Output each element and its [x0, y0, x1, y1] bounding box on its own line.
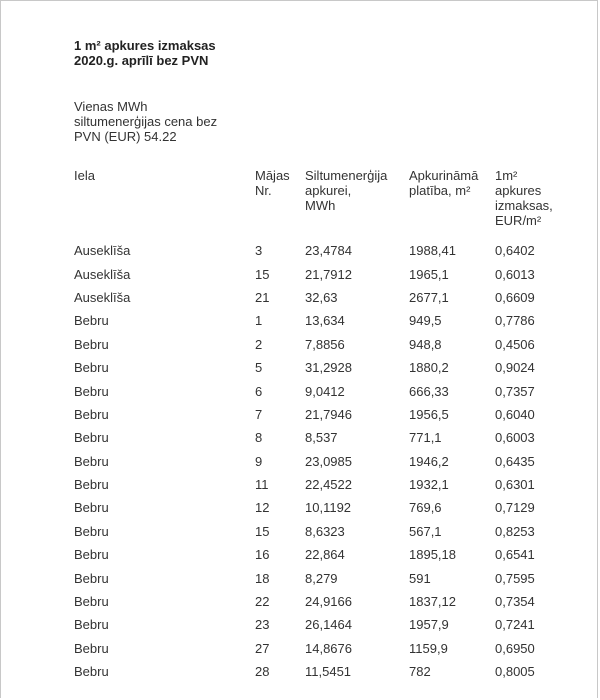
- cell-cost: 0,7786: [495, 313, 535, 329]
- cell-cost: 0,6950: [495, 640, 535, 656]
- cell-house-number: 21: [255, 289, 270, 305]
- cell-area: 771,1: [409, 430, 442, 446]
- table-row: [74, 379, 565, 402]
- cell-house-number: 15: [255, 266, 270, 282]
- cell-energy: 14,8676: [305, 640, 352, 656]
- cell-energy: 21,7946: [305, 406, 352, 422]
- header-house-line-1: Mājas: [255, 168, 290, 183]
- cell-house-number: 11: [255, 477, 269, 493]
- cell-cost: 0,6435: [495, 453, 535, 469]
- cell-cost: 0,6003: [495, 430, 535, 446]
- cell-area: 1159,9: [409, 640, 448, 656]
- title-line-2: 2020.g. aprīlī bez PVN: [74, 53, 209, 68]
- table-row: [74, 473, 565, 496]
- cell-cost: 0,7354: [495, 594, 535, 610]
- table-row: [74, 309, 565, 332]
- header-energy-line-1: Siltumenerģija: [305, 168, 388, 183]
- cell-cost: 0,7129: [495, 500, 535, 516]
- cell-area: 1837,12: [409, 594, 456, 610]
- cell-area: 1932,1: [409, 477, 449, 493]
- cell-house-number: 16: [255, 547, 270, 563]
- cell-energy: 8,279: [305, 570, 338, 586]
- table-header-row: [74, 168, 565, 239]
- price-line-3: PVN (EUR) 54.22: [74, 129, 177, 144]
- cell-street: Bebru: [74, 360, 109, 376]
- cell-street: Bebru: [74, 336, 109, 352]
- cell-cost: 0,4506: [495, 336, 535, 352]
- cell-area: 769,6: [409, 500, 442, 516]
- cell-energy: 24,9166: [305, 594, 352, 610]
- cell-area: 1957,9: [409, 617, 449, 633]
- cell-area: 948,8: [409, 336, 442, 352]
- header-area-line-1: Apkurināmā: [409, 168, 479, 183]
- header-street: [74, 168, 255, 239]
- cell-area: 1956,5: [409, 406, 449, 422]
- cell-street: Bebru: [74, 523, 109, 539]
- cell-street: Auseklīša: [74, 289, 131, 305]
- cell-cost: 0,8253: [495, 523, 535, 539]
- cell-street: Auseklīša: [74, 243, 131, 259]
- cell-street: Bebru: [74, 313, 109, 329]
- cell-house-number: 1: [255, 313, 263, 329]
- cell-energy: 23,0985: [305, 453, 352, 469]
- cell-area: 1988,41: [409, 243, 456, 259]
- cell-area: 567,1: [409, 523, 442, 539]
- cell-house-number: 7: [255, 406, 263, 422]
- cell-area: 2677,1: [409, 289, 449, 305]
- table-row: [74, 356, 565, 379]
- header-area-line-2: platība, m²: [409, 183, 471, 198]
- cell-area: 1895,18: [409, 547, 456, 563]
- cell-house-number: 22: [255, 594, 270, 610]
- header-house-number: [255, 168, 305, 239]
- table-row: [74, 262, 565, 285]
- cell-street: Bebru: [74, 664, 109, 680]
- cell-area: 949,5: [409, 313, 442, 329]
- cell-street: Bebru: [74, 594, 109, 610]
- table-row: [74, 286, 565, 309]
- cell-cost: 0,7595: [495, 570, 535, 586]
- cell-house-number: 15: [255, 523, 270, 539]
- header-street-label: Iela: [74, 168, 95, 183]
- header-area: [409, 168, 495, 239]
- cell-area: 782: [409, 664, 431, 680]
- header-energy-line-3: MWh: [305, 198, 336, 213]
- table-row: [74, 496, 565, 519]
- table-row: [74, 403, 565, 426]
- cell-energy: 13,634: [305, 313, 345, 329]
- cell-area: 1880,2: [409, 360, 449, 376]
- cell-energy: 22,4522: [305, 477, 352, 493]
- table-row: [74, 450, 565, 473]
- cell-cost: 0,6609: [495, 289, 535, 305]
- cell-street: Bebru: [74, 640, 109, 656]
- table-row: [74, 543, 565, 566]
- cell-energy: 22,864: [305, 547, 345, 563]
- cell-street: Bebru: [74, 406, 109, 422]
- header-house-line-2: Nr.: [255, 183, 272, 198]
- document-content: [74, 38, 574, 683]
- cell-energy: 7,8856: [305, 336, 345, 352]
- cell-cost: 0,7241: [495, 617, 535, 633]
- cell-street: Bebru: [74, 617, 109, 633]
- cell-energy: 21,7912: [305, 266, 352, 282]
- cell-area: 1965,1: [409, 266, 449, 282]
- cell-cost: 0,9024: [495, 360, 535, 376]
- table-row: [74, 613, 565, 636]
- cell-house-number: 5: [255, 360, 263, 376]
- cell-area: 1946,2: [409, 453, 449, 469]
- price-line-2: siltumenerģijas cena bez: [74, 114, 218, 129]
- cell-cost: 0,7357: [495, 383, 535, 399]
- cell-street: Bebru: [74, 500, 109, 516]
- cell-cost: 0,6402: [495, 243, 535, 259]
- cell-street: Bebru: [74, 430, 109, 446]
- cell-cost: 0,6040: [495, 406, 535, 422]
- cell-house-number: 23: [255, 617, 270, 633]
- cell-house-number: 2: [255, 336, 263, 352]
- cell-cost: 0,8005: [495, 664, 535, 680]
- table-row: [74, 637, 565, 660]
- cell-house-number: 3: [255, 243, 263, 259]
- cell-house-number: 9: [255, 453, 263, 469]
- table-row: [74, 566, 565, 589]
- price-note: [74, 99, 264, 144]
- table-body: [74, 239, 565, 683]
- cell-energy: 8,6323: [305, 523, 345, 539]
- cell-street: Bebru: [74, 477, 109, 493]
- header-cost-line-2: apkures: [495, 183, 542, 198]
- heating-cost-table: [74, 168, 565, 683]
- cell-house-number: 6: [255, 383, 263, 399]
- title-line-1: 1 m² apkures izmaksas: [74, 38, 216, 53]
- price-line-1: Vienas MWh: [74, 99, 148, 114]
- cell-energy: 31,2928: [305, 360, 352, 376]
- cell-house-number: 12: [255, 500, 270, 516]
- cell-energy: 26,1464: [305, 617, 352, 633]
- cell-street: Bebru: [74, 383, 109, 399]
- header-cost-line-4: EUR/m²: [495, 213, 542, 228]
- cell-cost: 0,6013: [495, 266, 535, 282]
- table-row: [74, 660, 565, 683]
- cell-house-number: 18: [255, 570, 270, 586]
- cell-energy: 11,5451: [305, 664, 352, 680]
- cell-cost: 0,6301: [495, 477, 535, 493]
- table-row: [74, 239, 565, 262]
- table-row: [74, 590, 565, 613]
- cell-energy: 32,63: [305, 289, 338, 305]
- cell-energy: 9,0412: [305, 383, 345, 399]
- cell-cost: 0,6541: [495, 547, 535, 563]
- cell-house-number: 28: [255, 664, 270, 680]
- cell-energy: 10,1192: [305, 500, 352, 516]
- table-row: [74, 426, 565, 449]
- cell-area: 666,33: [409, 383, 449, 399]
- cell-area: 591: [409, 570, 431, 586]
- table-row: [74, 333, 565, 356]
- cell-street: Bebru: [74, 570, 109, 586]
- cell-street: Bebru: [74, 453, 109, 469]
- header-energy: [305, 168, 409, 239]
- header-cost-line-1: 1m²: [495, 168, 518, 183]
- cell-street: Bebru: [74, 547, 109, 563]
- cell-energy: 23,4784: [305, 243, 352, 259]
- header-energy-line-2: apkurei,: [305, 183, 352, 198]
- cell-street: Auseklīša: [74, 266, 131, 282]
- cell-house-number: 27: [255, 640, 270, 656]
- table-row: [74, 520, 565, 543]
- header-cost: [495, 168, 565, 239]
- header-cost-line-3: izmaksas,: [495, 198, 553, 213]
- cell-energy: 8,537: [305, 430, 338, 446]
- document-title: [74, 38, 574, 68]
- cell-house-number: 8: [255, 430, 263, 446]
